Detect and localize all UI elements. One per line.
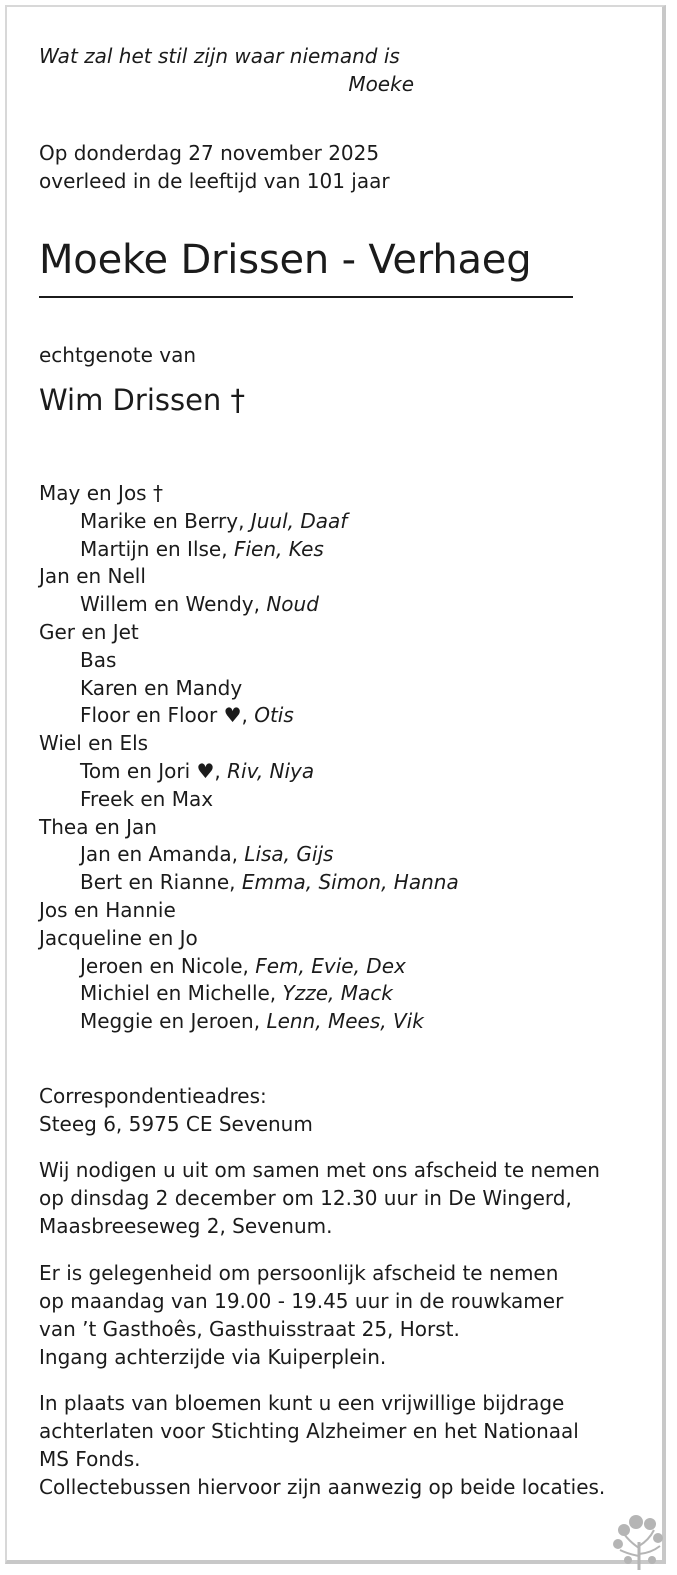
visitation-line-4: Ingang achterzijde via Kuiperplein. — [39, 1345, 387, 1369]
family-row — [39, 953, 459, 981]
motto-line-1: Wat zal het stil zijn waar niemand is — [39, 44, 400, 68]
spouse-name: Wim Drissen † — [39, 383, 246, 417]
grandchildren-names: Riv, Niya — [227, 758, 315, 783]
family-member-names: Jos en Hannie — [39, 897, 176, 922]
visitation-line-1: Er is gelegenheid om persoonlijk afscheid te nemen — [39, 1261, 559, 1285]
grandchildren-names: Otis — [254, 703, 294, 728]
donation-line-1: In plaats van bloemen kunt u een vrijwillige bijdrage — [39, 1391, 565, 1415]
donation-block — [39, 1389, 634, 1501]
family-member-names: Tom en Jori ♥, — [80, 758, 228, 783]
family-member-names: Bert en Rianne, — [80, 870, 242, 895]
farewell-line-3: Maasbreeseweg 2, Sevenum. — [39, 1214, 333, 1238]
family-member-names: Floor en Floor ♥, — [80, 703, 255, 728]
family-member-names: Bas — [80, 647, 117, 672]
name-underline — [39, 296, 573, 298]
spouse-label: echtgenote van — [39, 343, 197, 367]
grandchildren-names: Fem, Evie, Dex — [255, 953, 406, 978]
motto — [39, 42, 414, 98]
family-row — [39, 647, 459, 675]
deceased-name: Moeke Drissen - Verhaeg — [39, 237, 532, 283]
family-row — [39, 702, 459, 730]
grandchildren-names: Yzze, Mack — [282, 981, 393, 1006]
family-member-names: Willem en Wendy, — [80, 592, 267, 617]
farewell-line-2: op dinsdag 2 december om 12.30 uur in De Wingerd, — [39, 1186, 572, 1210]
family-row — [39, 925, 459, 953]
family-row — [39, 508, 459, 536]
family-row — [39, 841, 459, 869]
correspondence-address: Steeg 6, 5975 CE Sevenum — [39, 1112, 313, 1136]
family-row — [39, 1008, 459, 1036]
donation-line-3: MS Fonds. — [39, 1447, 141, 1471]
family-list — [39, 480, 459, 1036]
grandchildren-names: Lenn, Mees, Vik — [266, 1009, 424, 1034]
intro-line-2: overleed in de leeftijd van 101 jaar — [39, 169, 390, 193]
family-row — [39, 869, 459, 897]
family-row — [39, 591, 459, 619]
family-row — [39, 563, 459, 591]
visitation-line-3: van ’t Gasthoês, Gasthuisstraat 25, Horst. — [39, 1317, 460, 1341]
correspondence-label: Correspondentieadres: — [39, 1084, 267, 1108]
visitation-line-2: op maandag van 19.00 - 19.45 uur in de rouwkamer — [39, 1289, 564, 1313]
intro-line-1: Op donderdag 27 november 2025 — [39, 141, 380, 165]
family-member-names: Meggie en Jeroen, — [80, 1009, 267, 1034]
family-member-names: Marike en Berry, — [80, 508, 251, 533]
family-member-names: Jeroen en Nicole, — [80, 953, 256, 978]
grandchildren-names: Fien, Kes — [233, 536, 324, 561]
family-row — [39, 730, 459, 758]
family-member-names: Karen en Mandy — [80, 675, 243, 700]
farewell-block — [39, 1156, 634, 1240]
family-row — [39, 536, 459, 564]
family-row — [39, 619, 459, 647]
donation-line-2: achterlaten voor Stichting Alzheimer en het Nationaal — [39, 1419, 579, 1443]
family-member-names: Martijn en Ilse, — [80, 536, 234, 561]
family-member-names: Jan en Nell — [39, 564, 146, 589]
grandchildren-names: Noud — [266, 592, 319, 617]
family-member-names: Freek en Max — [80, 786, 214, 811]
tree-logo-icon — [606, 1508, 672, 1572]
family-row — [39, 480, 459, 508]
family-row — [39, 814, 459, 842]
death-notice-intro — [39, 139, 390, 195]
family-row — [39, 980, 459, 1008]
motto-line-2: Moeke — [348, 72, 414, 96]
family-member-names: Thea en Jan — [39, 814, 157, 839]
family-member-names: May en Jos † — [39, 481, 163, 505]
family-row — [39, 758, 459, 786]
grandchildren-names: Juul, Daaf — [250, 508, 348, 533]
family-row — [39, 897, 459, 925]
family-member-names: Jacqueline en Jo — [39, 925, 198, 950]
grandchildren-names: Emma, Simon, Hanna — [241, 870, 459, 895]
family-row — [39, 675, 459, 703]
correspondence-block — [39, 1082, 634, 1138]
visitation-block — [39, 1259, 634, 1371]
family-member-names: Wiel en Els — [39, 731, 149, 756]
family-member-names: Jan en Amanda, — [80, 842, 245, 867]
grandchildren-names: Lisa, Gijs — [244, 842, 334, 867]
donation-line-4: Collectebussen hiervoor zijn aanwezig op beide locaties. — [39, 1475, 606, 1499]
family-row — [39, 786, 459, 814]
family-member-names: Michiel en Michelle, — [80, 981, 283, 1006]
family-member-names: Ger en Jet — [39, 619, 139, 644]
farewell-line-1: Wij nodigen u uit om samen met ons afscheid te nemen — [39, 1158, 600, 1182]
